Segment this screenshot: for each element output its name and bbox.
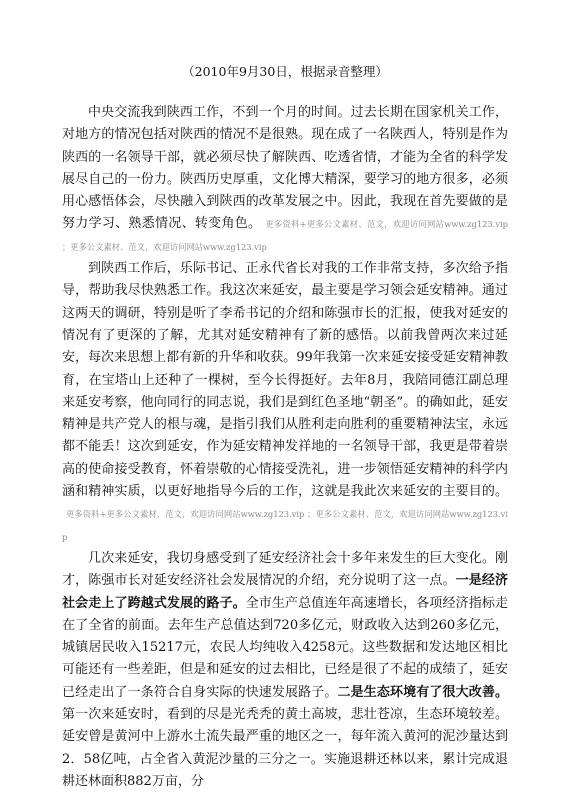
paragraph-2: [62, 258, 508, 548]
paragraph-2-ad-note: 更多资料+更多公文素材、范文，欢迎访问网站www.zg123.vip ；更多公文素材、范文，欢迎访问网站www.zg123.vip: [62, 509, 508, 542]
paragraph-3-text-c: 第一次来延安时，看到的尽是光秃秃的黄土高坡，悲壮苍凉，生态环境较差。延安曾是黄河中上游水土流失最严重的地区之一，每年流入黄河的泥沙量达到2．58亿吨，占全省入黄泥沙量的三分之一。实施退耕还林以来，累计完成退耕还林面积882万亩，分: [62, 707, 508, 789]
paragraph-1: [62, 102, 508, 258]
paragraph-3-text-b: 全市生产总值连年高速增长，各项经济指标走在了全省的前面。去年生产总值达到720多亿元，财政收入达到260多亿元，城镇居民收入15217元，农民人均纯收入4258元。这些数据和发达地区相比可能还有一些差距，但是和延安的过去相比，已经是很了不起的成绩了，延安已经走出了一条符合自身实际的快速发展路子。: [62, 595, 508, 700]
paragraph-1-ad-note: 更多资料+更多公文素材、范文，欢迎访问网站www.zg123.vip ；更多公文素材、范文，欢迎访问网站www.zg123.vip: [62, 219, 508, 252]
paragraph-2-text: 到陕西工作后，乐际书记、正永代省长对我的工作非常支持，多次给予指导，帮助我尽快熟悉工作。我这次来延安，最主要是学习领会延安精神。通过这两天的调研，特别是听了李希书记的介绍和陈强市长的汇报，使我对延安的情况有了更深的了解，尤其对延安精神有了新的感悟。以前我曾两次来过延安，每次来思想上都有新的升华和收获。99年我第一次来延安接受延安精神教育，在宝塔山上还种了一棵树，至今长得挺好。去年8月，我陪同德江副总理来延安考察，他向同行的同志说，我们是到红色圣地“朝圣”。的确如此，延安精神是共产党人的根与魂，是指引我们从胜利走向胜利的重要精神法宝，永远都不能丢！这次到延安，作为延安精神发祥地的一名领导干部，我更是带着崇高的使命接受教育，怀着崇敬的心情接受洗礼，进一步领悟延安精神的科学内涵和精神实质，以更好地指导今后的工作，这就是我此次来延安的主要目的。: [62, 261, 508, 500]
paragraph-3-heading-economy: 一是经济社会走上了跨越式发展的路子。: [62, 573, 508, 611]
date-line: （2010年9月30日，根据录音整理）: [182, 64, 388, 79]
paragraph-3-heading-ecology: 二是生态环境有了很大改善。: [337, 684, 508, 700]
paragraph-3-text-a: 几次来延安，我切身感受到了延安经济社会十多年来发生的巨大变化。刚才，陈强市长对延安经济社会发展情况的介绍，充分说明了这一点。: [62, 550, 508, 589]
paragraph-1-text: 中央交流我到陕西工作，不到一个月的时间。过去长期在国家机关工作，对地方的情况包括对陕西的情况不是很熟。现在成了一名陕西人，特别是作为陕西的一名领导干部，就必须尽快了解陕西、吃透省情，才能为全省的科学发展尽自己的一份力。陕西历史厚重，文化博大精深，要学习的地方很多，必须用心感悟体会，尽快融入到陕西的改革发展之中。因此，我现在首先要做的是努力学习、熟悉情况、转变角色。: [62, 105, 508, 232]
paragraph-3: [62, 548, 508, 793]
